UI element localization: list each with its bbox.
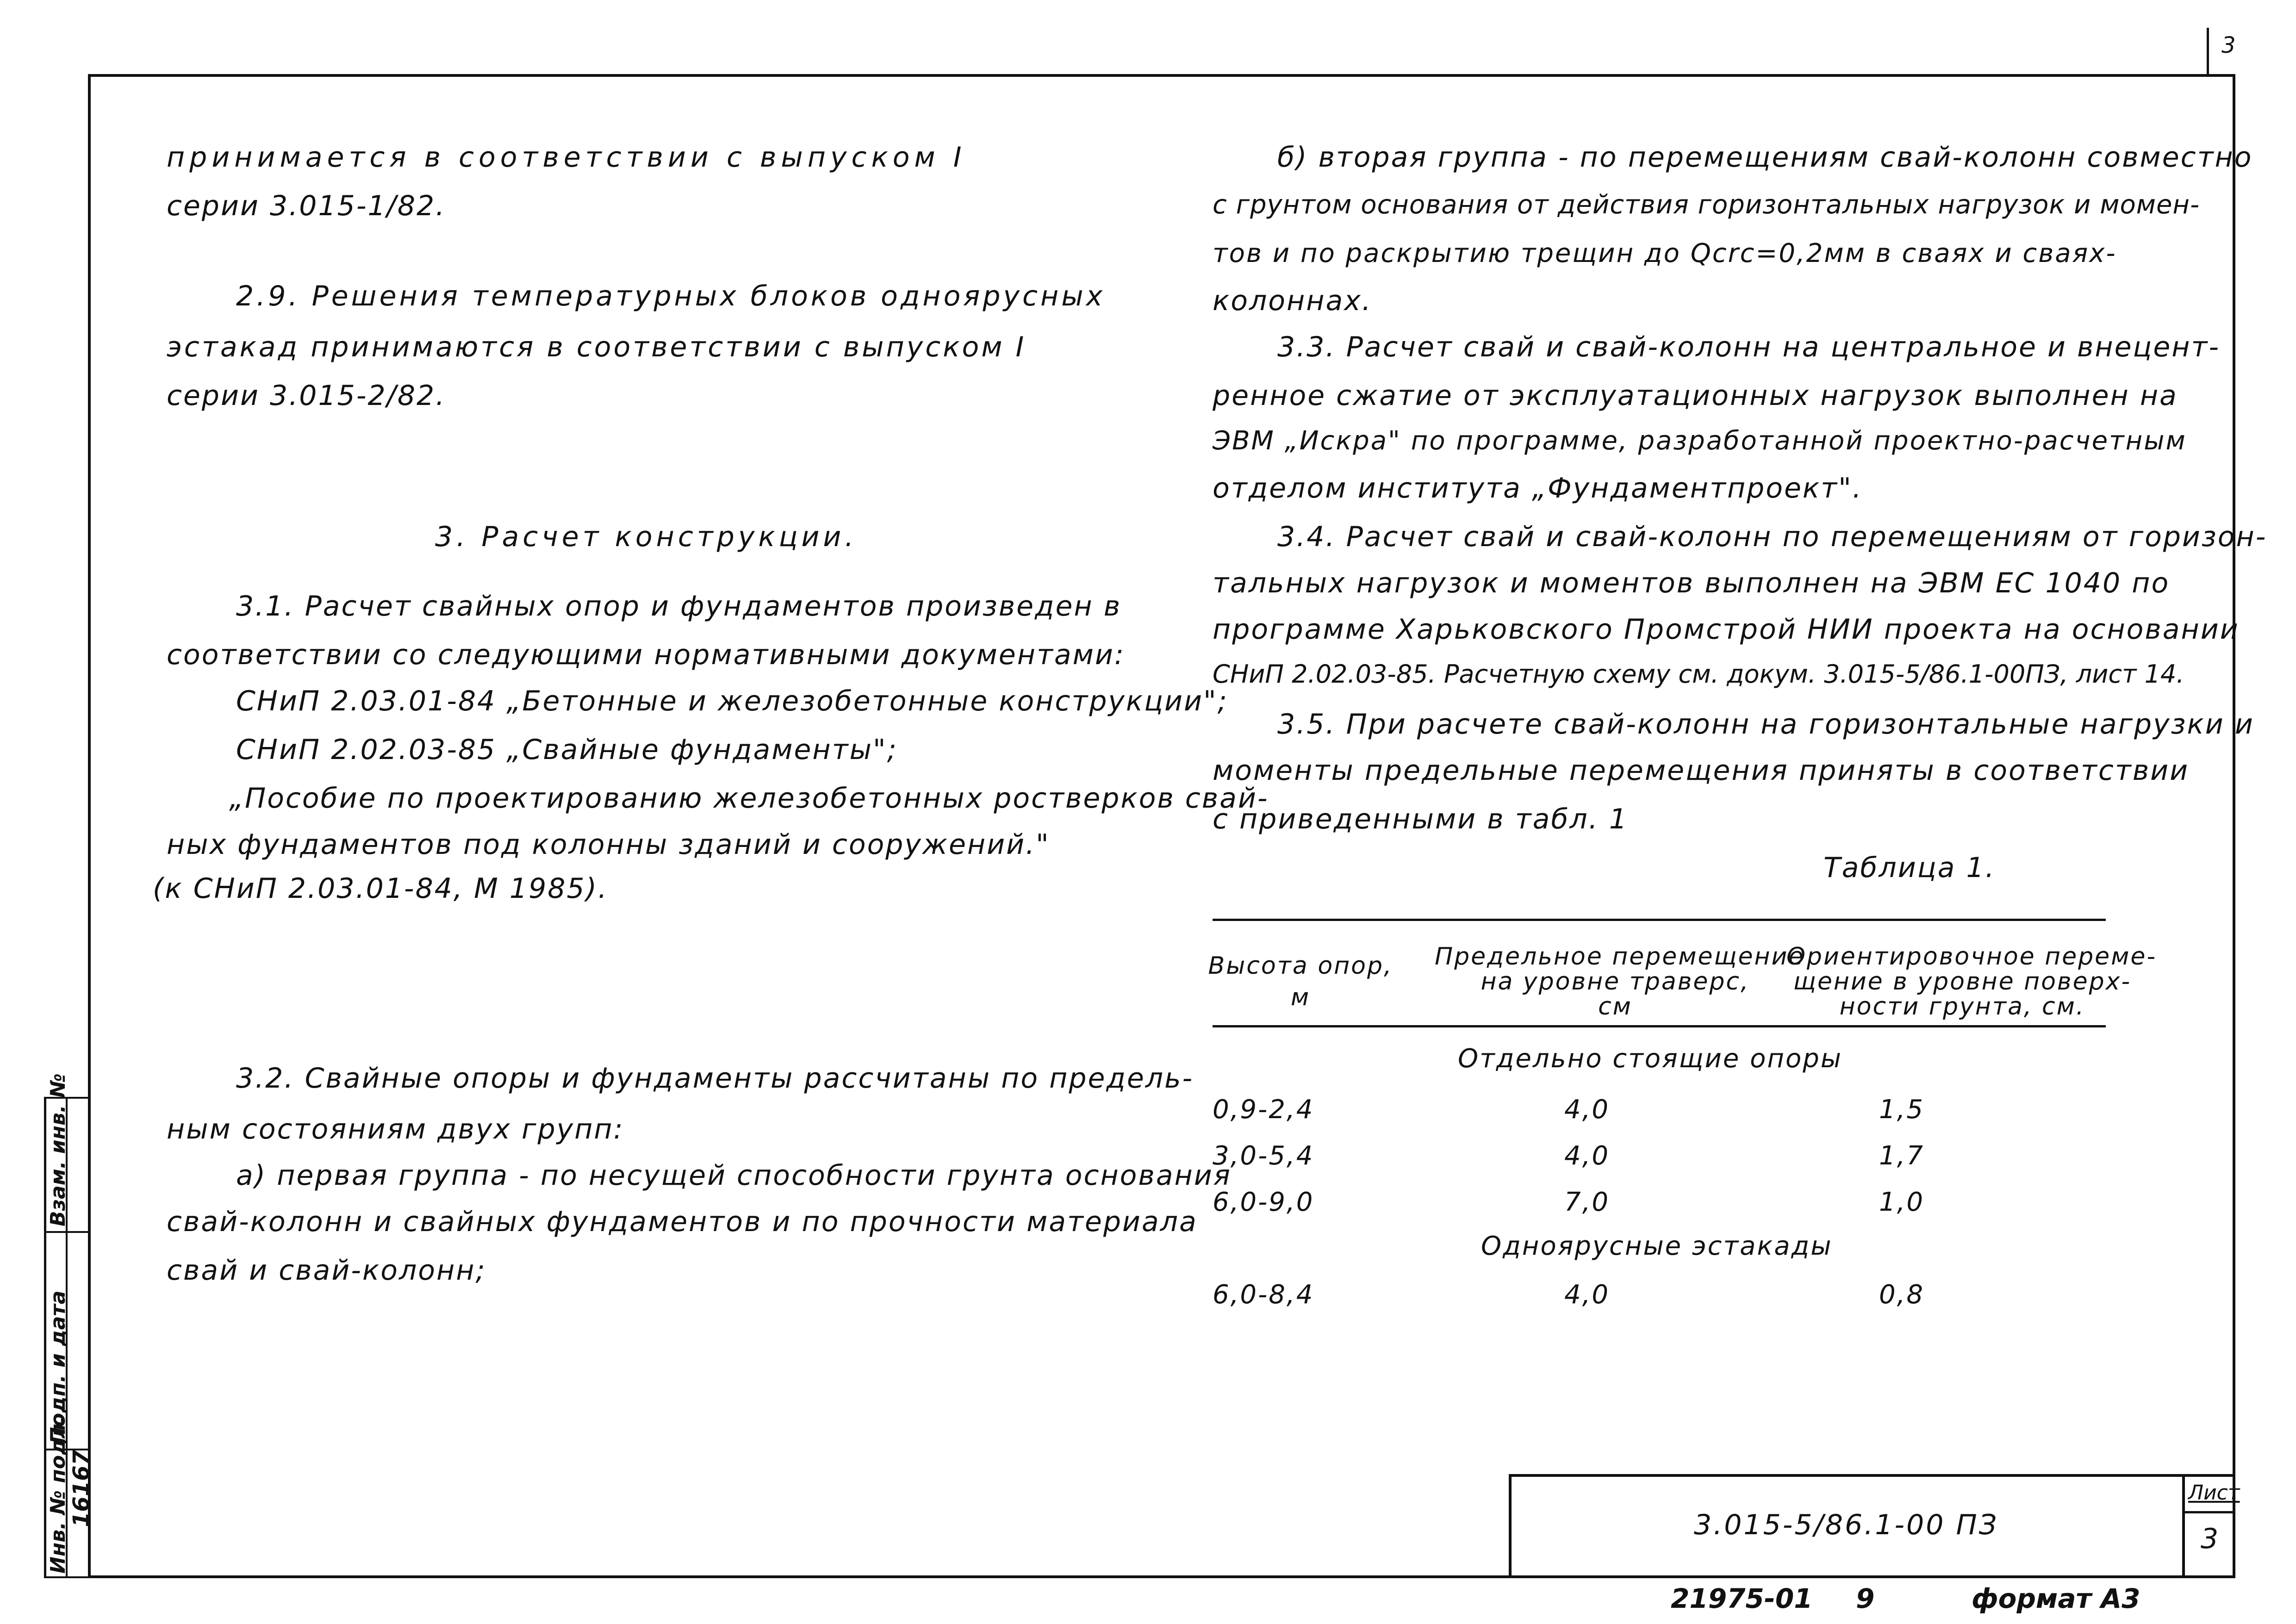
p35-line-3: с приведенными в табл. 1 (1213, 803, 1629, 835)
table-row-4-limit: 4,0 (1564, 1280, 1610, 1310)
table-header-approx-line1: Ориентировочное переме- (1786, 943, 2157, 971)
table-row-1-limit: 4,0 (1564, 1095, 1610, 1125)
sheet-number: 3 (2201, 1523, 2219, 1555)
document-code: 3.015-5/86.1-00 ПЗ (1694, 1509, 1999, 1541)
p32-line-1: 3.2. Свайные опоры и фундаменты рассчитаны по предель- (236, 1062, 1194, 1095)
sheet-label: Лист (2188, 1481, 2240, 1505)
p35-line-1: 3.5. При расчете свай-колонн на горизонтальные нагрузки и (1277, 708, 2254, 740)
p31-line-2: соответствии со следующими нормативными документами: (167, 639, 1126, 671)
table-header-limit-line2: на уровне траверс, (1481, 968, 1750, 996)
p31-line-5: „Пособие по проектированию железобетонных ростверков свай- (229, 782, 1269, 815)
p33-line-4: отделом института „Фундаментпроект". (1213, 472, 1863, 504)
table-header-height-line1: Высота опор, (1208, 952, 1393, 980)
side-stamp-inv-value: 16167 (68, 1450, 94, 1527)
table-row-4-approx: 0,8 (1879, 1280, 1925, 1310)
table-header-limit (1435, 943, 1805, 1020)
title-block-left-rule (1509, 1474, 1512, 1578)
p29-line-3: серии 3.015-2/82. (167, 380, 446, 412)
table-header-approx (1786, 943, 2157, 1020)
order-number: 21975-01 (1671, 1583, 1813, 1614)
p34-line-1: 3.4. Расчет свай и свай-колонн по перемещениям от горизон- (1277, 521, 2267, 553)
table-caption: Таблица 1. (1823, 852, 1996, 884)
table-row-3-approx: 1,0 (1879, 1187, 1925, 1217)
table-header-height (1203, 953, 1398, 1010)
side-stamp-sign-label: Подп. и дата (46, 1290, 70, 1444)
side-stamp-sep-1 (44, 1231, 88, 1233)
side-stamp-inv-label: Инв. № подл. (46, 1416, 70, 1574)
table-row-3-height: 6,0-9,0 (1213, 1187, 1314, 1217)
table-header-limit-line3: см (1598, 993, 1632, 1020)
table-row-4-height: 6,0-8,4 (1213, 1280, 1314, 1310)
p34-line-3: программе Харьковского Промстрой НИИ проекта на основании (1213, 613, 2240, 646)
p34-line-2: тальных нагрузок и моментов выполнен на ЭВМ ЕС 1040 по (1213, 567, 2170, 599)
p29-line-2: эстакад принимаются в соответствии с выпуском I (167, 331, 1027, 363)
corner-tick (2207, 28, 2209, 74)
p31-line-7: (к СНиП 2.03.01-84, М 1985). (153, 872, 609, 905)
p31-line-1: 3.1. Расчет свайных опор и фундаментов произведен в (236, 590, 1122, 622)
p32b-line-4: колоннах. (1213, 285, 1372, 317)
p33-line-2: ренное сжатие от эксплуатационных нагрузок выполнен на (1213, 380, 2178, 412)
format-label: формат А3 (1972, 1583, 2140, 1614)
table-header-limit-line1: Предельное перемещение (1435, 943, 1805, 971)
p33-line-3: ЭВМ „Искра" по программе, разработанной проектно-расчетным (1213, 426, 2187, 456)
side-stamp-replace-label: Взам. инв. № (46, 1073, 70, 1226)
page-number: 9 (1856, 1583, 1875, 1614)
p32-line-4: свай-колонн и свайных фундаментов и по прочности материала (167, 1206, 1198, 1238)
intro-line-1: принимается в соответствии с выпуском I (167, 141, 966, 174)
table-row-2-approx: 1,7 (1879, 1141, 1925, 1171)
p35-line-2: моменты предельные перемещения приняты в соответствии (1213, 754, 2190, 787)
table-row-1-height: 0,9-2,4 (1213, 1095, 1314, 1125)
section-heading: 3. Расчет конструкции. (435, 521, 858, 553)
corner-mark: 3 (2221, 32, 2236, 58)
table-row-1-approx: 1,5 (1879, 1095, 1925, 1125)
p34-line-4: СНиП 2.02.03-85. Расчетную схему см. докум. 3.015-5/86.1-00ПЗ, лист 14. (1213, 660, 2184, 689)
p32b-line-1: б) вторая группа - по перемещениям свай-колонн совместно (1277, 141, 2253, 174)
table-group-1: Отдельно стоящие опоры (1458, 1044, 1842, 1074)
table-row-2-height: 3,0-5,4 (1213, 1141, 1314, 1171)
p32-line-3: а) первая группа - по несущей способности грунта основания (236, 1159, 1232, 1192)
title-block-top-rule (1509, 1474, 2235, 1477)
table-row-3-limit: 7,0 (1564, 1187, 1610, 1217)
p33-line-1: 3.3. Расчет свай и свай-колонн на центральное и внецент- (1277, 331, 2221, 363)
p32-line-2: ным состояниям двух групп: (167, 1113, 624, 1145)
p32b-line-2: с грунтом основания от действия горизонтальных нагрузок и момен- (1213, 190, 2200, 220)
p32-line-5: свай и свай-колонн; (167, 1254, 486, 1287)
p31-line-6: ных фундаментов под колонны зданий и сооружений." (167, 828, 1050, 861)
table-top-rule (1213, 919, 2106, 921)
table-row-2-limit: 4,0 (1564, 1141, 1610, 1171)
p29-line-1: 2.9. Решения температурных блоков одноярусных (236, 280, 1106, 312)
table-header-approx-line2: щение в уровне поверх- (1793, 968, 2132, 996)
table-group-2: Одноярусные эстакады (1481, 1231, 1833, 1261)
intro-line-2: серии 3.015-1/82. (167, 190, 446, 222)
table-header-rule (1213, 1025, 2106, 1027)
table-header-height-line2: м (1290, 983, 1311, 1011)
title-block-sheet-rule (2182, 1474, 2185, 1578)
title-block-sheet-divider (2182, 1511, 2235, 1513)
p31-line-4: СНиП 2.02.03-85 „Свайные фундаменты"; (236, 734, 898, 766)
side-stamp-bottom (44, 1576, 88, 1578)
p31-line-3: СНиП 2.03.01-84 „Бетонные и железобетонные конструкции"; (236, 685, 1228, 717)
table-header-approx-line3: ности грунта, см. (1839, 993, 2085, 1020)
p32b-line-3: тов и по раскрытию трещин до Qcrc=0,2мм в сваях и сваях- (1213, 238, 2117, 268)
